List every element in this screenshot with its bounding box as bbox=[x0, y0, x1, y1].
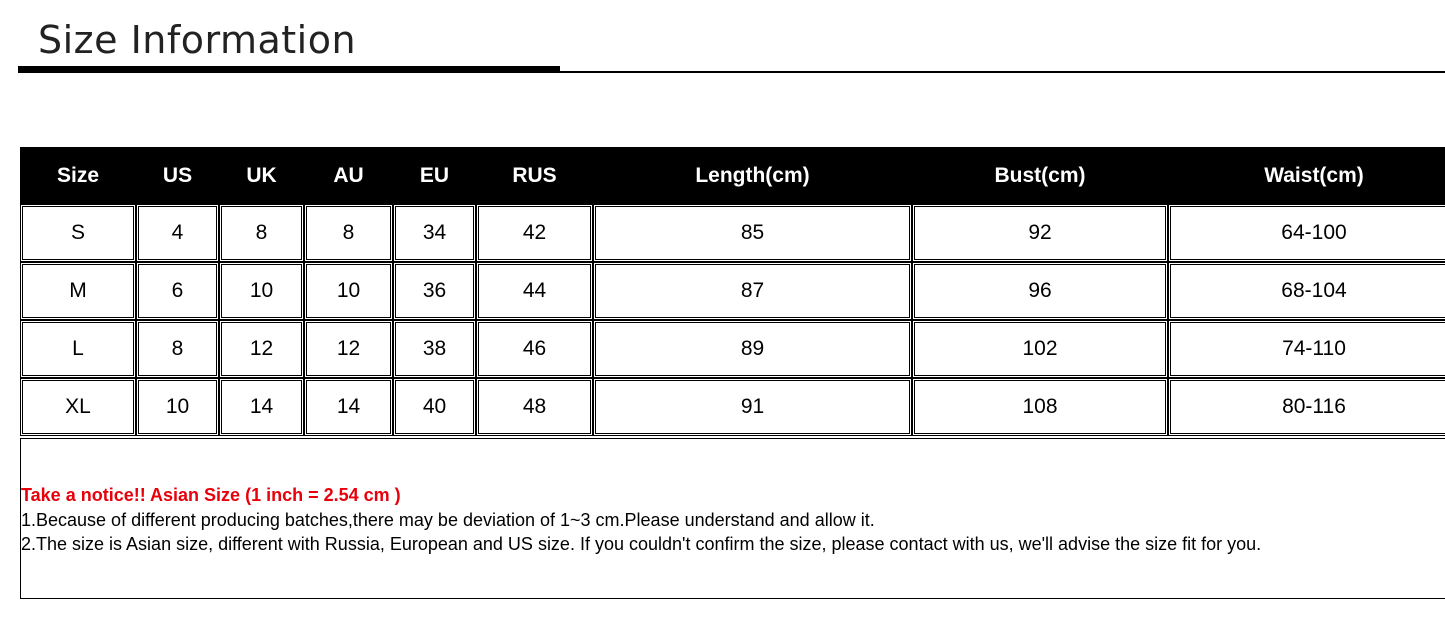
header-length: Length(cm) bbox=[593, 147, 912, 204]
table-cell: 8 bbox=[304, 204, 393, 262]
table-row bbox=[20, 204, 1445, 262]
table-cell: 36 bbox=[393, 262, 476, 320]
table-cell: 8 bbox=[136, 320, 219, 378]
header-bust: Bust(cm) bbox=[912, 147, 1168, 204]
table-cell: 96 bbox=[912, 262, 1168, 320]
table-cell: 48 bbox=[476, 378, 593, 436]
header-waist: Waist(cm) bbox=[1168, 147, 1445, 204]
table-cell: 34 bbox=[393, 204, 476, 262]
table-cell: 87 bbox=[593, 262, 912, 320]
table-cell: 6 bbox=[136, 262, 219, 320]
table-cell: 91 bbox=[593, 378, 912, 436]
table-cell: 85 bbox=[593, 204, 912, 262]
page-title: Size Information bbox=[38, 18, 357, 62]
table-cell: M bbox=[20, 262, 136, 320]
table-cell: 74-110 bbox=[1168, 320, 1445, 378]
table-cell: 14 bbox=[219, 378, 304, 436]
table-cell: 38 bbox=[393, 320, 476, 378]
table-cell: 10 bbox=[136, 378, 219, 436]
table-cell: 14 bbox=[304, 378, 393, 436]
title-underline-thick bbox=[18, 66, 560, 73]
table-cell: 80-116 bbox=[1168, 378, 1445, 436]
asian-size-notice: Take a notice!! Asian Size (1 inch = 2.54 cm ) bbox=[21, 485, 401, 505]
table-cell: 4 bbox=[136, 204, 219, 262]
table-cell: 64-100 bbox=[1168, 204, 1445, 262]
header-eu: EU bbox=[393, 147, 476, 204]
title-underline-thin bbox=[560, 71, 1445, 73]
table-cell: 12 bbox=[219, 320, 304, 378]
header-size: Size bbox=[20, 147, 136, 204]
table-cell: 10 bbox=[219, 262, 304, 320]
table-cell: L bbox=[20, 320, 136, 378]
header-rus: RUS bbox=[476, 147, 593, 204]
table-cell: 92 bbox=[912, 204, 1168, 262]
table-cell: 12 bbox=[304, 320, 393, 378]
table-cell: 108 bbox=[912, 378, 1168, 436]
table-cell: S bbox=[20, 204, 136, 262]
table-row bbox=[20, 378, 1445, 436]
table-cell: XL bbox=[20, 378, 136, 436]
header-us: US bbox=[136, 147, 219, 204]
table-cell: 68-104 bbox=[1168, 262, 1445, 320]
table-cell: 89 bbox=[593, 320, 912, 378]
header-au: AU bbox=[304, 147, 393, 204]
table-cell: 40 bbox=[393, 378, 476, 436]
note-line-2: 2.The size is Asian size, different with Russia, European and US size. If you couldn't confirm the size, please contact with us, we'll advise the size fit for you. bbox=[21, 534, 1262, 554]
table-row bbox=[20, 262, 1445, 320]
note-line-1: 1.Because of different producing batches,there may be deviation of 1~3 cm.Please understand and allow it. bbox=[21, 510, 875, 530]
table-row bbox=[20, 320, 1445, 378]
table-cell: 42 bbox=[476, 204, 593, 262]
size-table bbox=[20, 147, 1445, 436]
size-notes-box bbox=[20, 438, 1445, 599]
header-uk: UK bbox=[219, 147, 304, 204]
table-cell: 44 bbox=[476, 262, 593, 320]
table-cell: 102 bbox=[912, 320, 1168, 378]
table-cell: 46 bbox=[476, 320, 593, 378]
table-cell: 8 bbox=[219, 204, 304, 262]
table-header-row bbox=[20, 147, 1445, 204]
table-cell: 10 bbox=[304, 262, 393, 320]
